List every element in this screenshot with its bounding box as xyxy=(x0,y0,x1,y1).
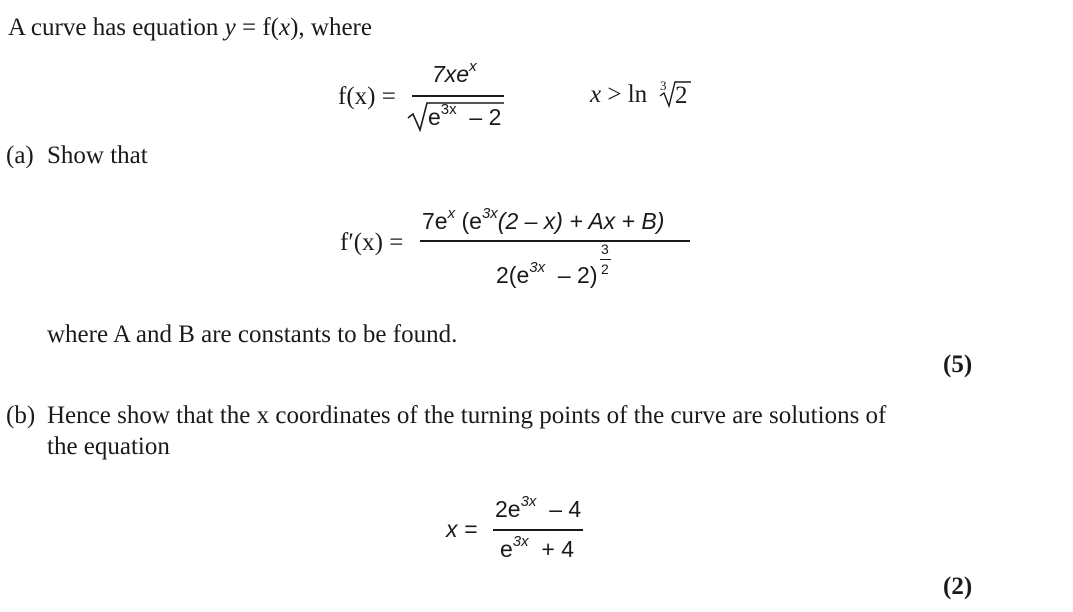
intro-prefix: A curve has equation xyxy=(8,14,225,41)
fx-denominator: $e^{3x} - 2$ xyxy=(428,101,502,130)
cube-root-index: 3 xyxy=(660,78,667,93)
intro-y: y xyxy=(224,14,236,41)
part-a-marks: (5) xyxy=(943,351,973,378)
part-a-text: Show that xyxy=(47,142,148,169)
part-b-marks: (2) xyxy=(943,573,973,600)
fx-label: f(x) = xyxy=(338,83,396,110)
intro-end: ), where xyxy=(290,14,372,41)
intro-line xyxy=(8,15,372,40)
part-a-where-text: where A and B are constants to be found. xyxy=(47,321,458,348)
intro-rest: = f( xyxy=(235,14,279,41)
part-b-numerator: $2e^{3x} - 4$ xyxy=(495,493,582,522)
part-b-eq-x: x = xyxy=(446,516,478,542)
part-a-label: (a) xyxy=(6,142,34,169)
derivative-label: f′(x) = xyxy=(340,229,404,256)
exponent-fraction-bar xyxy=(600,259,611,260)
part-b-fraction-bar xyxy=(493,529,583,531)
derivative-fraction-bar xyxy=(420,240,690,242)
part-b-line2: the equation xyxy=(47,433,170,460)
part-b-label: (b) xyxy=(6,402,36,429)
derivative-exponent-numerator: 3 xyxy=(601,241,609,257)
fx-fraction-bar xyxy=(412,95,504,97)
part-b-denominator: $e^{3x} + 4$ xyxy=(500,533,575,562)
cube-root-radicand: 2 xyxy=(675,82,688,109)
fx-numerator: $7xe^x$ xyxy=(432,58,477,87)
derivative-numerator: $7e^x$ $(e^{3x}(2 - x) + Ax + B)$ xyxy=(422,205,665,234)
derivative-exponent-denominator: 2 xyxy=(601,261,609,277)
intro-x: x xyxy=(278,14,291,41)
fx-domain: x > ln xyxy=(590,81,648,108)
derivative-denominator: $2(e^{3x} - 2)$ xyxy=(496,259,598,288)
part-b-line1: Hence show that the x coordinates of the turning points of the curve are solutions of xyxy=(47,402,887,429)
